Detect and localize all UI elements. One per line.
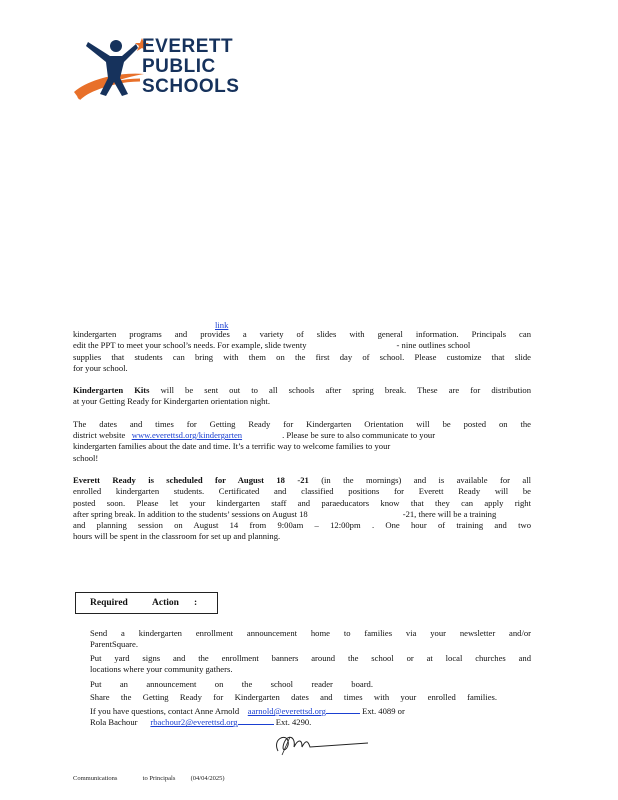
ppt-link[interactable]: link — [215, 320, 229, 330]
para1-line4: for your school. — [73, 362, 128, 373]
logo-wordmark — [142, 37, 239, 97]
para4-line2: enrolled kindergarten students. Certificated and classified positions for Everett Ready will be — [73, 486, 531, 497]
footer-date: (04/04/2025) — [190, 775, 225, 782]
para2-line2: at your Getting Ready for Kindergarten orientation night. — [73, 396, 270, 407]
bullet-3-line1: Put an announcement on the school reader board. — [90, 679, 373, 689]
document-body — [73, 318, 531, 543]
bullet-3 — [73, 679, 373, 690]
logo-line-3: SCHOOLS — [142, 76, 240, 97]
bullet-1-line1: Send a kindergarten enrollment announcement home to families via your newsletter and/or — [90, 628, 531, 638]
para1-line3: supplies that students can bring with them on the first day of school. Please customize that slide — [73, 351, 531, 362]
para3-line2: district website www.everettsd.org/kindergarten . Please be sure to also communicate to your — [73, 430, 436, 441]
logo-line-2: PUBLIC — [142, 56, 216, 77]
bullet-1-line2: ParentSquare. — [90, 639, 138, 650]
footer-communications: Communications — [73, 775, 118, 782]
bullet-1 — [73, 628, 531, 651]
handwritten-signature — [268, 729, 378, 759]
para3-line4: school! — [73, 452, 99, 463]
logo-line-1: EVERETT — [142, 36, 234, 57]
para3-line1: The dates and times for Getting Ready for Kindergarten Orientation will be posted on the — [73, 418, 531, 429]
action-word-action: Action — [152, 598, 179, 608]
footer — [73, 775, 225, 782]
para4-line5: and planning session on August 14 from 9:00am – 12:00pm . One hour of training and two — [73, 520, 531, 531]
para4-line4: after spring break. In addition to the students’ sessions on August 18 -21, there will be a training — [73, 508, 497, 519]
bullet-4-line1: Share the Getting Ready for Kindergarten dates and times with your enrolled families. — [90, 692, 497, 702]
para1-line2: edit the PPT to meet your school’s needs. For example, slide twenty - nine outlines school — [73, 340, 471, 351]
para4-line1: Everett Ready is scheduled for August 18 -21 (in the mornings) and is available for all — [73, 474, 531, 485]
bullet-2-line1: Put yard signs and the enrollment banners around the school or at local churches and — [90, 653, 531, 663]
para4-line3: posted soon. Please let your kindergarten staff and paraeducators know that they can apply right — [73, 497, 531, 508]
footer-to-principals: to Principals — [142, 775, 176, 782]
para1-line1: kindergarten programs and provides a variety of slides with general information. Principals can — [73, 329, 531, 339]
bullet-2 — [73, 653, 531, 676]
bullet-2-line2: locations where your community gathers. — [90, 664, 233, 675]
para4-line6: hours will be spent in the classroom for set up and planning. — [73, 531, 281, 542]
para3-line3: kindergarten families about the date and time. It’s a terrific way to welcome families to your — [73, 441, 391, 452]
kindergarten-website-link[interactable]: www.everettsd.org/kindergarten — [131, 430, 243, 441]
action-word-colon: : — [194, 598, 198, 608]
anne-arnold-email-link[interactable]: aarnold@everettsd.org — [247, 706, 326, 716]
rola-bachour-email-link[interactable]: rbachour2@everettsd.org — [150, 717, 238, 728]
action-word-required: Required — [90, 598, 128, 608]
required-action-box — [75, 592, 218, 614]
bullet-5 — [73, 706, 493, 729]
bullet-5-line1: If you have questions, contact Anne Arnold aarnold@everettsd.org Ext. 4089 or — [90, 706, 405, 716]
bullet-4 — [73, 692, 497, 703]
para2-line1: Kindergarten Kits will be sent out to all schools after spring break. These are for distribution — [73, 385, 532, 396]
bullet-5-line2: Rola Bachour rbachour2@everettsd.org Ext. 4290. — [90, 717, 312, 728]
